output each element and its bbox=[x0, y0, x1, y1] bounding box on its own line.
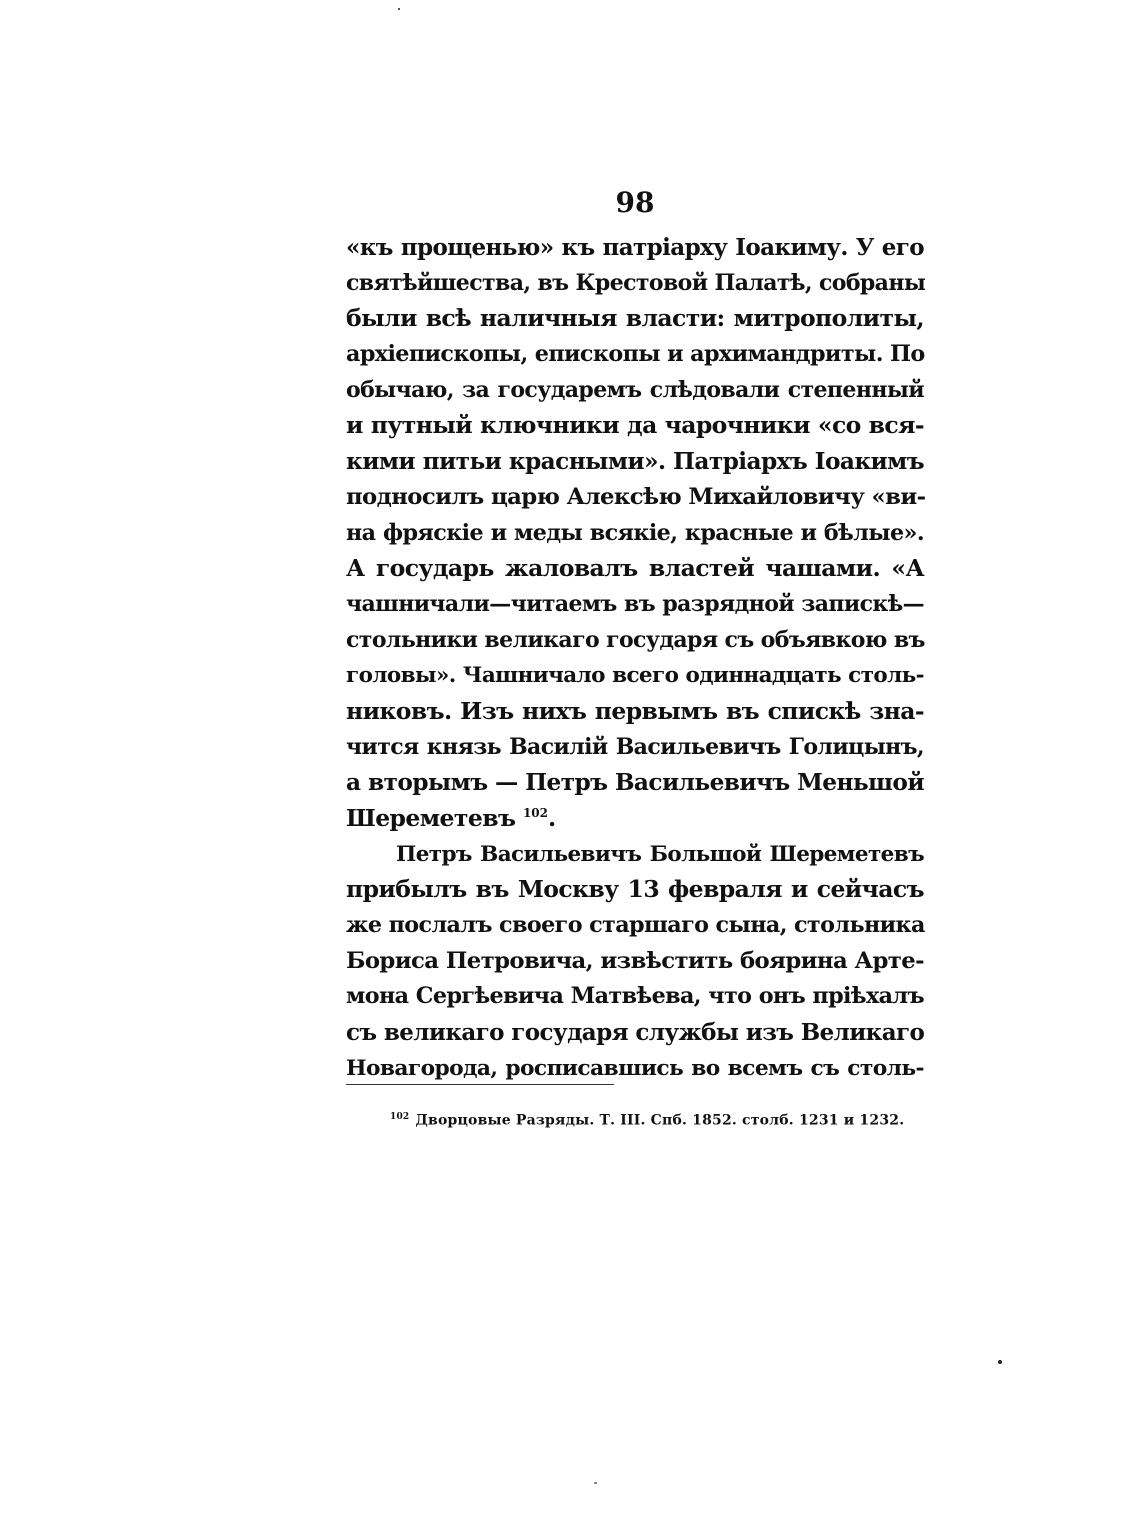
last-line-text: Шереметевъ bbox=[346, 804, 523, 832]
page-number: 98 bbox=[615, 186, 655, 219]
text-line: архіепископы, епископы и архимандриты. По bbox=[346, 341, 925, 368]
last-line-end: . bbox=[548, 804, 556, 832]
footnote-divider bbox=[346, 1084, 614, 1085]
text-line: Петръ Васильевичъ Большой Шереметевъ bbox=[396, 841, 924, 867]
text-line: Новагорода, росписавшись во всемъ съ столь- bbox=[346, 1055, 924, 1081]
scan-speck bbox=[398, 8, 400, 10]
text-line: и путный ключники да чарочники «со вся- bbox=[346, 411, 924, 440]
text-line: стольники великаго государя съ объявкою въ bbox=[346, 626, 925, 653]
text-line: а вторымъ — Петръ Васильевичъ Меньшой bbox=[346, 769, 924, 797]
paragraph-2 bbox=[346, 837, 924, 1087]
main-text bbox=[346, 230, 924, 1087]
text-line: святѣйшества, въ Крестовой Палатѣ, собраны bbox=[346, 269, 926, 296]
text-line: головы». Чашничало всего одиннадцать столь- bbox=[346, 663, 924, 689]
text-line: подносилъ царю Алексѣю Михайловичу «ви- bbox=[346, 483, 926, 510]
text-line: «къ прощенью» къ патріарху Іоакиму. У его bbox=[346, 234, 924, 261]
footnote-number: 102 bbox=[390, 1112, 410, 1122]
text-line: же послалъ своего старшаго сына, стольника bbox=[346, 912, 925, 939]
text-line: Бориса Петровича, извѣстить боярина Арте- bbox=[346, 947, 924, 974]
text-line: чится князь Василій Васильевичъ Голицынъ, bbox=[346, 733, 924, 760]
text-line: обычаю, за государемъ слѣдовали степенный bbox=[346, 376, 924, 403]
footnote bbox=[390, 1112, 930, 1129]
text-line: А государь жаловалъ властей чашами. «А bbox=[346, 554, 924, 583]
text-line-last bbox=[346, 801, 924, 837]
paragraph-1 bbox=[346, 230, 924, 837]
text-line: были всѣ наличныя власти: митрополиты, bbox=[346, 304, 924, 333]
text-line: съ великаго государя службы изъ Великаго bbox=[346, 1019, 925, 1047]
footnote-text: Дворцовые Разряды. Т. III. Спб. 1852. столб. 1231 и 1232. bbox=[415, 1112, 905, 1129]
text-line: никовъ. Изъ нихъ первымъ въ спискѣ зна- bbox=[346, 696, 924, 725]
text-line: чашничали—читаемъ въ разрядной запискѣ— bbox=[346, 590, 924, 617]
footnote-reference: 102 bbox=[522, 806, 549, 821]
text-line: мона Сергѣевича Матвѣева, что онъ пріѣхалъ bbox=[346, 983, 924, 1010]
text-line: прибылъ въ Москву 13 февраля и сейчасъ bbox=[346, 875, 924, 904]
scan-speck bbox=[594, 1482, 597, 1484]
text-line: на фряскіе и меды всякіе, красные и бѣлые». bbox=[346, 519, 924, 546]
text-line: кими питьи красными». Патріархъ Іоакимъ bbox=[346, 448, 924, 476]
scan-speck bbox=[998, 1360, 1002, 1364]
